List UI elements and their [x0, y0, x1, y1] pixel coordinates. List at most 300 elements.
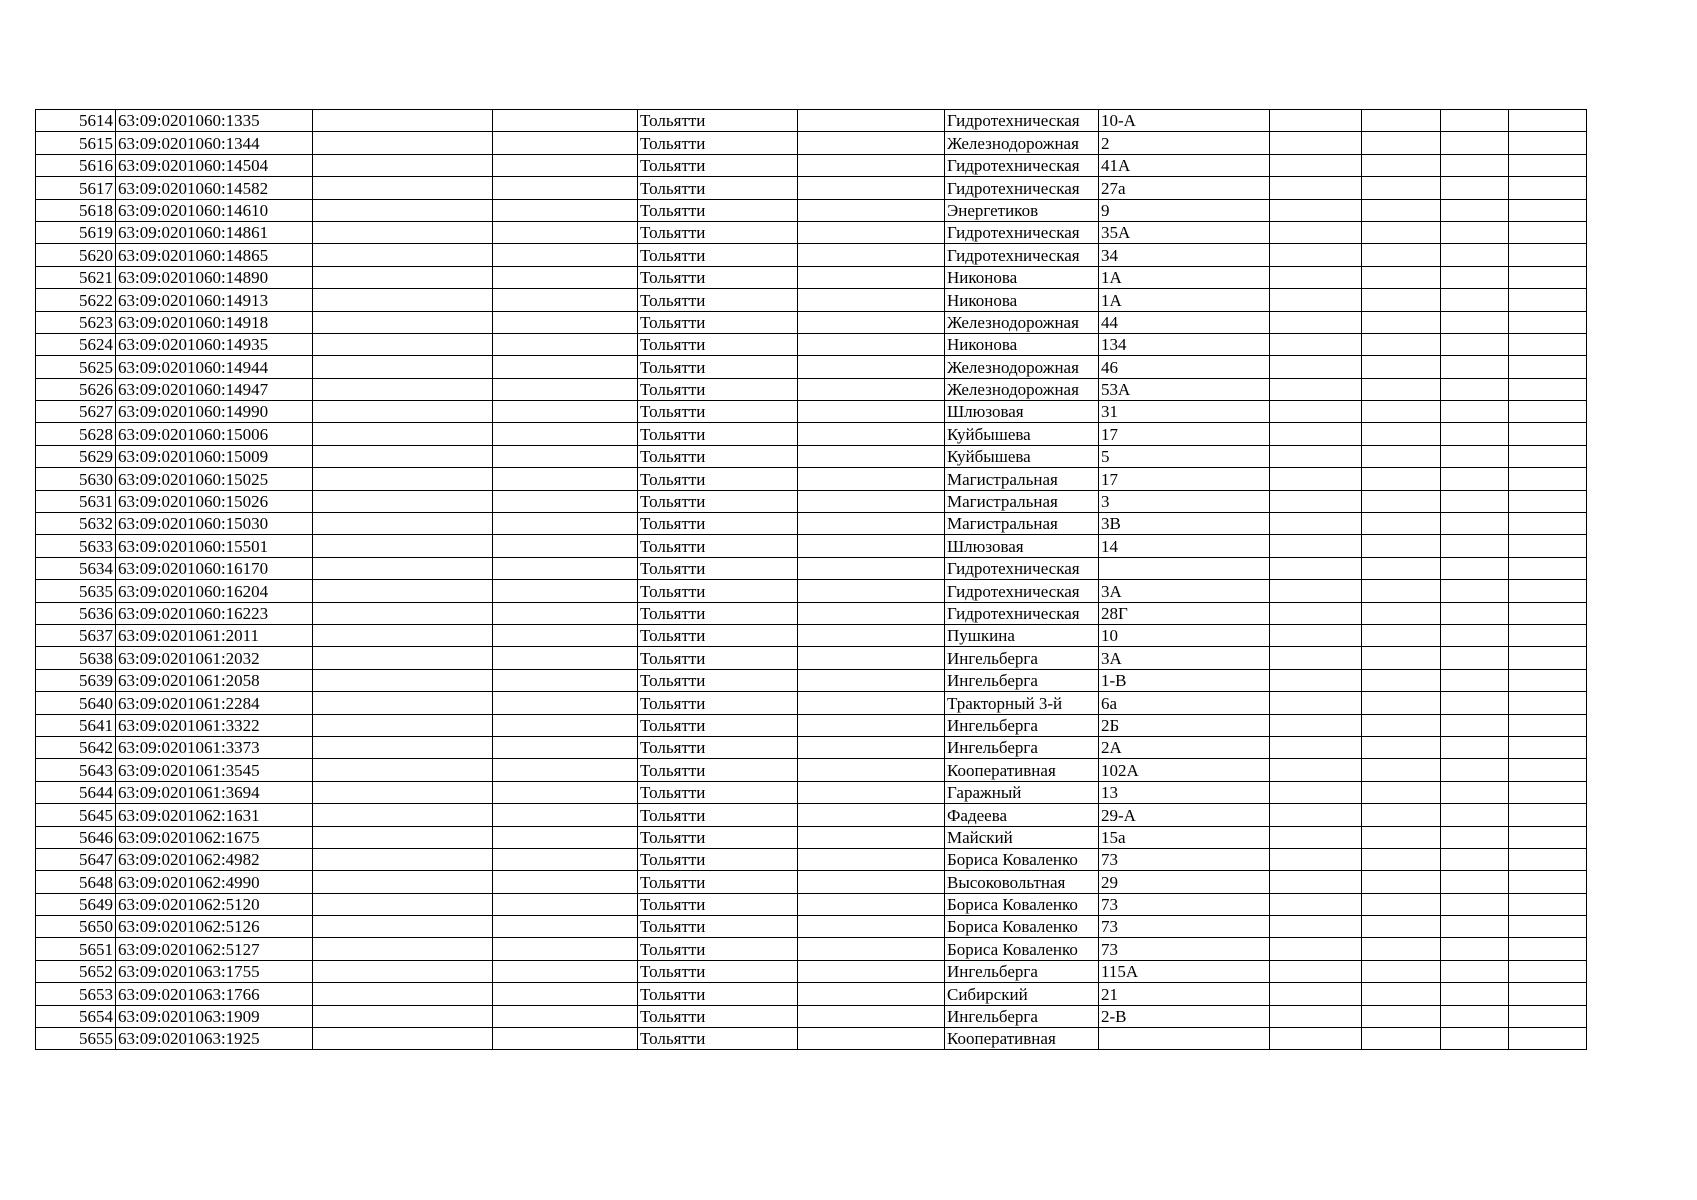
table-row	[36, 333, 1587, 355]
empty-cell	[493, 423, 638, 445]
city-cell: Тольятти	[638, 177, 798, 199]
street-cell: Железнодорожная	[945, 356, 1099, 378]
empty-cell	[798, 199, 945, 221]
empty-cell	[1441, 557, 1509, 579]
house-cell: 9	[1099, 199, 1270, 221]
street-cell: Гидротехническая	[945, 177, 1099, 199]
house-cell: 44	[1099, 311, 1270, 333]
table-row	[36, 916, 1587, 938]
house-cell: 6а	[1099, 692, 1270, 714]
empty-cell	[1270, 1005, 1362, 1027]
empty-cell	[798, 960, 945, 982]
empty-cell	[1441, 221, 1509, 243]
empty-cell	[798, 826, 945, 848]
empty-cell	[493, 983, 638, 1005]
empty-cell	[493, 938, 638, 960]
empty-cell	[798, 557, 945, 579]
row-number-cell: 5655	[36, 1028, 116, 1050]
row-number-cell: 5620	[36, 244, 116, 266]
table-row	[36, 557, 1587, 579]
empty-cell	[798, 423, 945, 445]
house-cell: 2Б	[1099, 714, 1270, 736]
row-number-cell: 5619	[36, 221, 116, 243]
empty-cell	[1270, 647, 1362, 669]
table-row	[36, 266, 1587, 288]
empty-cell	[313, 1028, 493, 1050]
empty-cell	[1362, 401, 1441, 423]
empty-cell	[1509, 221, 1587, 243]
empty-cell	[1441, 535, 1509, 557]
empty-cell	[1509, 333, 1587, 355]
empty-cell	[1509, 714, 1587, 736]
empty-cell	[1270, 378, 1362, 400]
empty-cell	[493, 848, 638, 870]
empty-cell	[1270, 580, 1362, 602]
city-cell: Тольятти	[638, 983, 798, 1005]
city-cell: Тольятти	[638, 781, 798, 803]
empty-cell	[1441, 893, 1509, 915]
row-number-cell: 5626	[36, 378, 116, 400]
empty-cell	[1270, 714, 1362, 736]
empty-cell	[493, 781, 638, 803]
empty-cell	[1441, 356, 1509, 378]
empty-cell	[1270, 221, 1362, 243]
empty-cell	[1441, 871, 1509, 893]
empty-cell	[1270, 244, 1362, 266]
cadastral-number-cell: 63:09:0201060:14935	[116, 333, 313, 355]
row-number-cell: 5623	[36, 311, 116, 333]
empty-cell	[1441, 445, 1509, 467]
empty-cell	[1362, 445, 1441, 467]
empty-cell	[798, 580, 945, 602]
empty-cell	[1441, 804, 1509, 826]
cadastral-number-cell: 63:09:0201060:14865	[116, 244, 313, 266]
city-cell: Тольятти	[638, 378, 798, 400]
row-number-cell: 5631	[36, 490, 116, 512]
empty-cell	[798, 490, 945, 512]
street-cell: Сибирский	[945, 983, 1099, 1005]
empty-cell	[493, 916, 638, 938]
house-cell: 73	[1099, 938, 1270, 960]
table-row	[36, 983, 1587, 1005]
empty-cell	[1362, 356, 1441, 378]
empty-cell	[798, 781, 945, 803]
city-cell: Тольятти	[638, 132, 798, 154]
empty-cell	[1362, 557, 1441, 579]
house-cell: 134	[1099, 333, 1270, 355]
table-row	[36, 1028, 1587, 1050]
street-cell: Гидротехническая	[945, 602, 1099, 624]
house-cell: 17	[1099, 423, 1270, 445]
table-row	[36, 826, 1587, 848]
empty-cell	[1509, 513, 1587, 535]
table-row	[36, 781, 1587, 803]
empty-cell	[313, 781, 493, 803]
cadastral-number-cell: 63:09:0201060:15009	[116, 445, 313, 467]
city-cell: Тольятти	[638, 535, 798, 557]
empty-cell	[313, 110, 493, 132]
house-cell	[1099, 557, 1270, 579]
empty-cell	[1362, 916, 1441, 938]
table-row	[36, 490, 1587, 512]
street-cell: Бориса Коваленко	[945, 916, 1099, 938]
empty-cell	[1362, 513, 1441, 535]
empty-cell	[313, 602, 493, 624]
empty-cell	[1270, 513, 1362, 535]
row-number-cell: 5629	[36, 445, 116, 467]
cadastral-number-cell: 63:09:0201060:15025	[116, 468, 313, 490]
row-number-cell: 5653	[36, 983, 116, 1005]
empty-cell	[313, 871, 493, 893]
empty-cell	[313, 311, 493, 333]
empty-cell	[1270, 960, 1362, 982]
empty-cell	[313, 445, 493, 467]
city-cell: Тольятти	[638, 1005, 798, 1027]
cadastral-number-cell: 63:09:0201062:5126	[116, 916, 313, 938]
empty-cell	[1509, 132, 1587, 154]
empty-cell	[798, 759, 945, 781]
empty-cell	[1362, 333, 1441, 355]
empty-cell	[1362, 781, 1441, 803]
empty-cell	[1270, 624, 1362, 646]
house-cell: 3В	[1099, 513, 1270, 535]
empty-cell	[1509, 535, 1587, 557]
city-cell: Тольятти	[638, 1028, 798, 1050]
empty-cell	[798, 468, 945, 490]
street-cell: Гаражный	[945, 781, 1099, 803]
empty-cell	[1270, 356, 1362, 378]
street-cell: Пушкина	[945, 624, 1099, 646]
empty-cell	[313, 244, 493, 266]
empty-cell	[1362, 759, 1441, 781]
house-cell: 28Г	[1099, 602, 1270, 624]
table-row	[36, 871, 1587, 893]
empty-cell	[1270, 177, 1362, 199]
row-number-cell: 5633	[36, 535, 116, 557]
empty-cell	[493, 1005, 638, 1027]
empty-cell	[798, 624, 945, 646]
empty-cell	[1509, 692, 1587, 714]
empty-cell	[313, 266, 493, 288]
empty-cell	[1270, 736, 1362, 758]
empty-cell	[1441, 199, 1509, 221]
house-cell: 3А	[1099, 580, 1270, 602]
empty-cell	[313, 624, 493, 646]
empty-cell	[493, 177, 638, 199]
empty-cell	[1270, 557, 1362, 579]
empty-cell	[798, 848, 945, 870]
empty-cell	[1362, 647, 1441, 669]
row-number-cell: 5648	[36, 871, 116, 893]
row-number-cell: 5644	[36, 781, 116, 803]
empty-cell	[1509, 804, 1587, 826]
street-cell: Бориса Коваленко	[945, 938, 1099, 960]
empty-cell	[1441, 1005, 1509, 1027]
empty-cell	[798, 804, 945, 826]
street-cell: Магистральная	[945, 513, 1099, 535]
empty-cell	[313, 132, 493, 154]
empty-cell	[1270, 401, 1362, 423]
empty-cell	[313, 736, 493, 758]
empty-cell	[1441, 154, 1509, 176]
house-cell: 10-А	[1099, 110, 1270, 132]
empty-cell	[313, 356, 493, 378]
empty-cell	[493, 378, 638, 400]
empty-cell	[1441, 960, 1509, 982]
street-cell: Гидротехническая	[945, 244, 1099, 266]
table-row	[36, 938, 1587, 960]
empty-cell	[1509, 244, 1587, 266]
street-cell: Никонова	[945, 333, 1099, 355]
city-cell: Тольятти	[638, 490, 798, 512]
row-number-cell: 5627	[36, 401, 116, 423]
empty-cell	[1270, 1028, 1362, 1050]
empty-cell	[1362, 848, 1441, 870]
cadastral-number-cell: 63:09:0201060:15030	[116, 513, 313, 535]
empty-cell	[798, 535, 945, 557]
empty-cell	[313, 804, 493, 826]
empty-cell	[1270, 916, 1362, 938]
empty-cell	[1441, 289, 1509, 311]
empty-cell	[1270, 983, 1362, 1005]
city-cell: Тольятти	[638, 826, 798, 848]
city-cell: Тольятти	[638, 311, 798, 333]
cadastral-number-cell: 63:09:0201060:1335	[116, 110, 313, 132]
house-cell: 53А	[1099, 378, 1270, 400]
house-cell: 29-А	[1099, 804, 1270, 826]
empty-cell	[1362, 289, 1441, 311]
street-cell: Бориса Коваленко	[945, 848, 1099, 870]
empty-cell	[1270, 692, 1362, 714]
empty-cell	[493, 893, 638, 915]
empty-cell	[493, 714, 638, 736]
city-cell: Тольятти	[638, 714, 798, 736]
table-row	[36, 960, 1587, 982]
empty-cell	[1270, 669, 1362, 691]
empty-cell	[493, 490, 638, 512]
empty-cell	[1362, 983, 1441, 1005]
row-number-cell: 5615	[36, 132, 116, 154]
empty-cell	[1509, 736, 1587, 758]
cadastral-number-cell: 63:09:0201063:1766	[116, 983, 313, 1005]
row-number-cell: 5625	[36, 356, 116, 378]
empty-cell	[313, 848, 493, 870]
empty-cell	[1362, 1005, 1441, 1027]
table-row	[36, 647, 1587, 669]
empty-cell	[1441, 513, 1509, 535]
empty-cell	[1362, 266, 1441, 288]
empty-cell	[1509, 266, 1587, 288]
empty-cell	[1441, 826, 1509, 848]
empty-cell	[1509, 848, 1587, 870]
empty-cell	[493, 1028, 638, 1050]
cadastral-number-cell: 63:09:0201060:14913	[116, 289, 313, 311]
cadastral-number-cell: 63:09:0201060:14582	[116, 177, 313, 199]
street-cell: Гидротехническая	[945, 110, 1099, 132]
empty-cell	[798, 647, 945, 669]
empty-cell	[1441, 647, 1509, 669]
empty-cell	[1441, 916, 1509, 938]
empty-cell	[313, 154, 493, 176]
empty-cell	[1509, 490, 1587, 512]
empty-cell	[493, 602, 638, 624]
empty-cell	[1509, 1005, 1587, 1027]
street-cell: Гидротехническая	[945, 154, 1099, 176]
table-row	[36, 714, 1587, 736]
empty-cell	[798, 378, 945, 400]
house-cell: 13	[1099, 781, 1270, 803]
street-cell: Шлюзовая	[945, 535, 1099, 557]
table-body	[36, 110, 1587, 1050]
row-number-cell: 5622	[36, 289, 116, 311]
empty-cell	[1441, 333, 1509, 355]
house-cell: 41А	[1099, 154, 1270, 176]
empty-cell	[798, 244, 945, 266]
street-cell: Железнодорожная	[945, 311, 1099, 333]
cadastral-number-cell: 63:09:0201062:5120	[116, 893, 313, 915]
empty-cell	[1441, 714, 1509, 736]
row-number-cell: 5621	[36, 266, 116, 288]
row-number-cell: 5652	[36, 960, 116, 982]
empty-cell	[313, 580, 493, 602]
empty-cell	[1362, 960, 1441, 982]
empty-cell	[493, 289, 638, 311]
cadastral-number-cell: 63:09:0201060:14610	[116, 199, 313, 221]
cadastral-number-cell: 63:09:0201060:14918	[116, 311, 313, 333]
row-number-cell: 5654	[36, 1005, 116, 1027]
empty-cell	[1441, 244, 1509, 266]
cadastral-number-cell: 63:09:0201060:1344	[116, 132, 313, 154]
empty-cell	[1362, 199, 1441, 221]
street-cell: Ингельберга	[945, 669, 1099, 691]
city-cell: Тольятти	[638, 647, 798, 669]
empty-cell	[1441, 266, 1509, 288]
empty-cell	[493, 445, 638, 467]
street-cell: Бориса Коваленко	[945, 893, 1099, 915]
empty-cell	[1362, 221, 1441, 243]
empty-cell	[1441, 983, 1509, 1005]
row-number-cell: 5634	[36, 557, 116, 579]
empty-cell	[1441, 580, 1509, 602]
city-cell: Тольятти	[638, 580, 798, 602]
row-number-cell: 5616	[36, 154, 116, 176]
empty-cell	[1509, 311, 1587, 333]
empty-cell	[1509, 602, 1587, 624]
row-number-cell: 5640	[36, 692, 116, 714]
street-cell: Фадеева	[945, 804, 1099, 826]
empty-cell	[493, 333, 638, 355]
empty-cell	[798, 1028, 945, 1050]
house-cell	[1099, 1028, 1270, 1050]
empty-cell	[1509, 177, 1587, 199]
empty-cell	[1509, 826, 1587, 848]
empty-cell	[798, 692, 945, 714]
cadastral-number-cell: 63:09:0201063:1925	[116, 1028, 313, 1050]
street-cell: Магистральная	[945, 468, 1099, 490]
empty-cell	[1270, 938, 1362, 960]
cadastral-number-cell: 63:09:0201062:5127	[116, 938, 313, 960]
empty-cell	[1441, 781, 1509, 803]
empty-cell	[1441, 848, 1509, 870]
city-cell: Тольятти	[638, 848, 798, 870]
empty-cell	[1270, 871, 1362, 893]
empty-cell	[313, 960, 493, 982]
cadastral-number-cell: 63:09:0201060:14947	[116, 378, 313, 400]
empty-cell	[1509, 423, 1587, 445]
house-cell: 3	[1099, 490, 1270, 512]
empty-cell	[493, 692, 638, 714]
empty-cell	[313, 916, 493, 938]
empty-cell	[1362, 132, 1441, 154]
street-cell: Майский	[945, 826, 1099, 848]
empty-cell	[493, 356, 638, 378]
cadastral-number-cell: 63:09:0201061:2284	[116, 692, 313, 714]
empty-cell	[313, 289, 493, 311]
empty-cell	[1509, 580, 1587, 602]
house-cell: 14	[1099, 535, 1270, 557]
house-cell: 21	[1099, 983, 1270, 1005]
empty-cell	[1441, 602, 1509, 624]
street-cell: Тракторный 3-й	[945, 692, 1099, 714]
empty-cell	[1509, 378, 1587, 400]
cadastral-number-cell: 63:09:0201060:14890	[116, 266, 313, 288]
city-cell: Тольятти	[638, 557, 798, 579]
empty-cell	[313, 669, 493, 691]
cadastral-number-cell: 63:09:0201060:14861	[116, 221, 313, 243]
empty-cell	[1509, 199, 1587, 221]
house-cell: 34	[1099, 244, 1270, 266]
house-cell: 2-В	[1099, 1005, 1270, 1027]
table-row	[36, 154, 1587, 176]
city-cell: Тольятти	[638, 804, 798, 826]
street-cell: Ингельберга	[945, 960, 1099, 982]
city-cell: Тольятти	[638, 289, 798, 311]
house-cell: 102А	[1099, 759, 1270, 781]
street-cell: Ингельберга	[945, 1005, 1099, 1027]
street-cell: Гидротехническая	[945, 221, 1099, 243]
empty-cell	[1270, 311, 1362, 333]
empty-cell	[493, 513, 638, 535]
empty-cell	[493, 132, 638, 154]
table-row	[36, 132, 1587, 154]
empty-cell	[798, 938, 945, 960]
street-cell: Железнодорожная	[945, 378, 1099, 400]
table-row	[36, 580, 1587, 602]
empty-cell	[798, 893, 945, 915]
cadastral-number-cell: 63:09:0201060:14504	[116, 154, 313, 176]
row-number-cell: 5638	[36, 647, 116, 669]
table-row	[36, 445, 1587, 467]
house-cell: 29	[1099, 871, 1270, 893]
cadastral-number-cell: 63:09:0201060:15006	[116, 423, 313, 445]
empty-cell	[1362, 535, 1441, 557]
empty-cell	[1362, 1028, 1441, 1050]
empty-cell	[313, 692, 493, 714]
empty-cell	[1362, 468, 1441, 490]
cadastral-number-cell: 63:09:0201061:3322	[116, 714, 313, 736]
empty-cell	[313, 177, 493, 199]
empty-cell	[1509, 669, 1587, 691]
cadastral-number-cell: 63:09:0201060:14990	[116, 401, 313, 423]
table-row	[36, 602, 1587, 624]
table-row	[36, 244, 1587, 266]
street-cell: Ингельберга	[945, 647, 1099, 669]
row-number-cell: 5632	[36, 513, 116, 535]
empty-cell	[313, 647, 493, 669]
street-cell: Никонова	[945, 266, 1099, 288]
row-number-cell: 5649	[36, 893, 116, 915]
empty-cell	[1509, 960, 1587, 982]
